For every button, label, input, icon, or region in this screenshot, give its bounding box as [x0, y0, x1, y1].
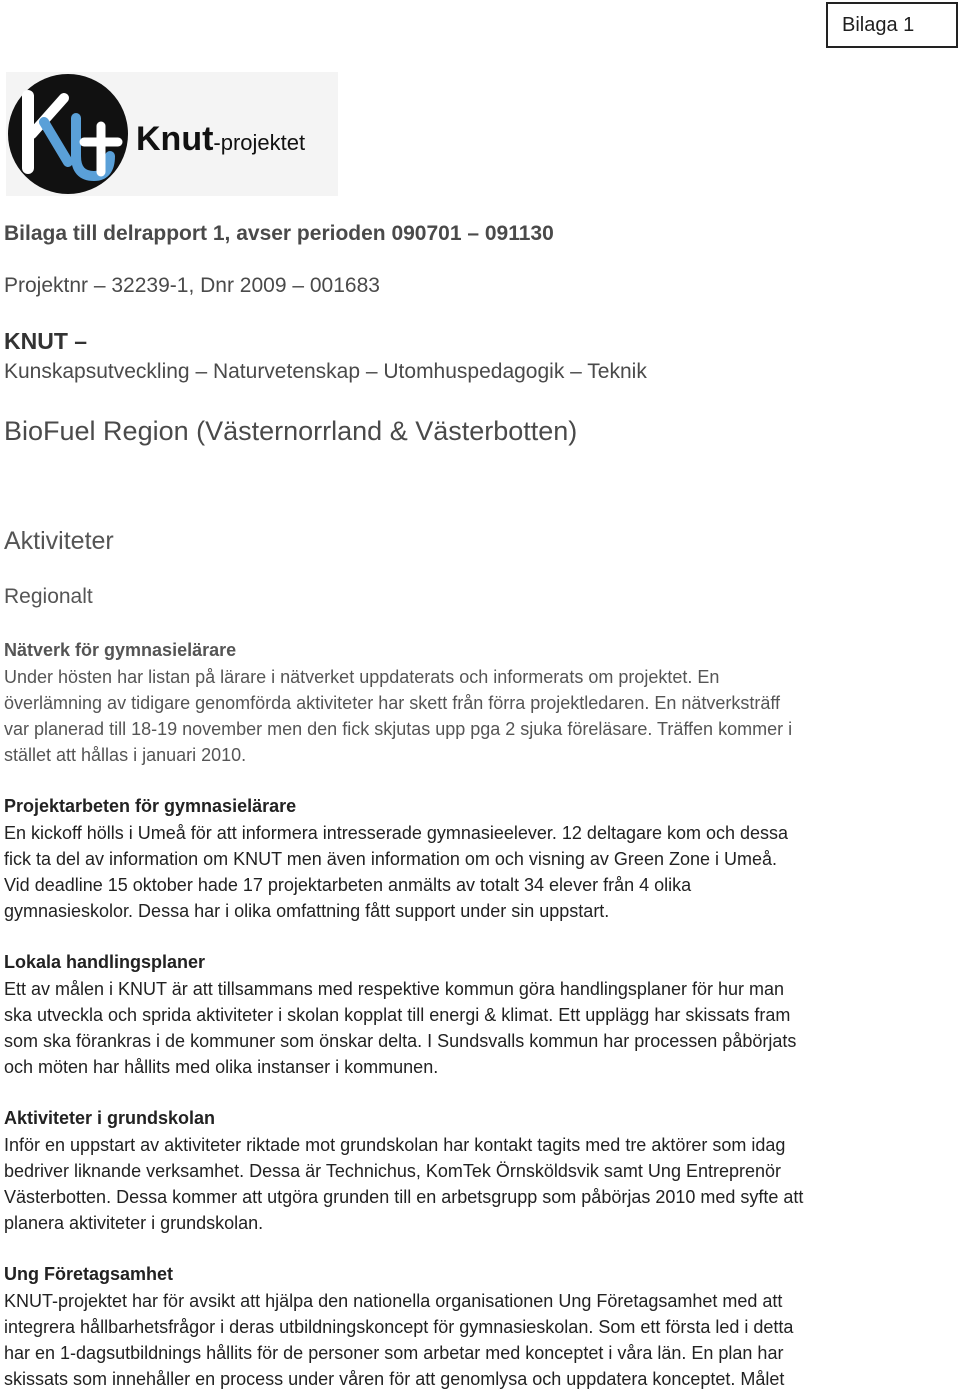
bilaga-label: Bilaga 1 — [842, 14, 915, 36]
header-line4: Kunskapsutveckling – Naturvetenskap – Utomhuspedagogik – Teknik — [4, 360, 647, 383]
block-title: Projektarbeten för gymnasielärare — [4, 796, 297, 816]
text-line: och möten har hållits med olika instanser i kommunen. — [4, 1057, 439, 1077]
text-line: har en 1-dagsutbildnings hållits för de personer som arbetar med konceptet i våra län. En plan har — [4, 1343, 784, 1363]
section-regionalt: Regionalt — [4, 585, 93, 608]
page-title: BioFuel Region (Västernorrland & Västerbotten) — [4, 416, 578, 446]
block-text — [4, 1288, 904, 1392]
text-line: skissats som innehåller en process under våren för att genomlysa och uppdatera konceptet. Målet — [4, 1369, 785, 1389]
text-line: var planerad till 18-19 november men den fick skjutas upp pga 2 sjuka föreläsare. Träffen kommer i — [4, 719, 793, 739]
text-line: Ett av målen i KNUT är att tillsammans med respektive kommun göra handlingsplaner för hur man — [4, 979, 785, 999]
header-line3: KNUT – — [4, 328, 88, 354]
text-line: fick ta del av information om KNUT men även information om och visning av Green Zone i Umeå. — [4, 849, 778, 869]
block-title: Nätverk för gymnasielärare — [4, 640, 237, 660]
block-text — [4, 664, 904, 768]
text-line: som ska förankras i de kommuner som önskar delta. I Sundsvalls kommun har processen påbörjats — [4, 1031, 797, 1051]
text-line: stället att hållas i januari 2010. — [4, 745, 247, 765]
block-title: Aktiviteter i grundskolan — [4, 1108, 216, 1128]
text-line: Inför en uppstart av aktiviteter riktade mot grundskolan har kontakt tagits med tre aktörer som idag — [4, 1135, 786, 1155]
text-line: bedriver liknande verksamhet. Dessa är Technichus, KomTek Örnsköldsvik samt Ung Entreprenör — [4, 1161, 782, 1181]
block-title: Ung Företagsamhet — [4, 1264, 174, 1284]
bilaga-label-box — [826, 2, 958, 48]
header-line1: Bilaga till delrapport 1, avser perioden 090701 – 091130 — [4, 222, 554, 245]
block-text — [4, 976, 904, 1080]
text-line: Under hösten har listan på lärare i nätverket uppdaterats och informerats om projektet. En — [4, 667, 720, 687]
knut-logo — [6, 72, 338, 196]
text-line: gymnasieskolor. Dessa har i olika omfattning fått support under sin uppstart. — [4, 901, 610, 921]
block-text — [4, 1132, 904, 1236]
text-line: KNUT-projektet har för avsikt att hjälpa den nationella organisationen Ung Företagsamhet med att — [4, 1291, 783, 1311]
block-title: Lokala handlingsplaner — [4, 952, 206, 972]
header-line2: Projektnr – 32239-1, Dnr 2009 – 001683 — [4, 274, 380, 297]
text-line: Vid deadline 15 oktober hade 17 projektarbeten anmälts av totalt 34 elever från 4 olika — [4, 875, 692, 895]
text-line: planera aktiviteter i grundskolan. — [4, 1213, 264, 1233]
text-line: Västerbotten. Dessa kommer att utgöra grunden till en arbetsgrupp som påbörjas 2010 med syfte att — [4, 1187, 804, 1207]
text-line: En kickoff hölls i Umeå för att informera intresserade gymnasieelever. 12 deltagare kom och dessa — [4, 823, 789, 843]
logo-text: Knut-projektet — [136, 120, 306, 158]
text-line: överlämning av tidigare genomförda aktiviteter har skett från förra projektledaren. En nätverksträff — [4, 693, 781, 713]
section-aktiviteter: Aktiviteter — [4, 527, 114, 555]
text-line: integrera hållbarhetsfrågor i deras utbildningskoncept för gymnasieskolan. Som ett första led i detta — [4, 1317, 794, 1337]
block-text — [4, 820, 904, 924]
text-line: ska utveckla och sprida aktiviteter i skolan kopplat till energi & klimat. Ett upplägg har skissats fram — [4, 1005, 791, 1025]
